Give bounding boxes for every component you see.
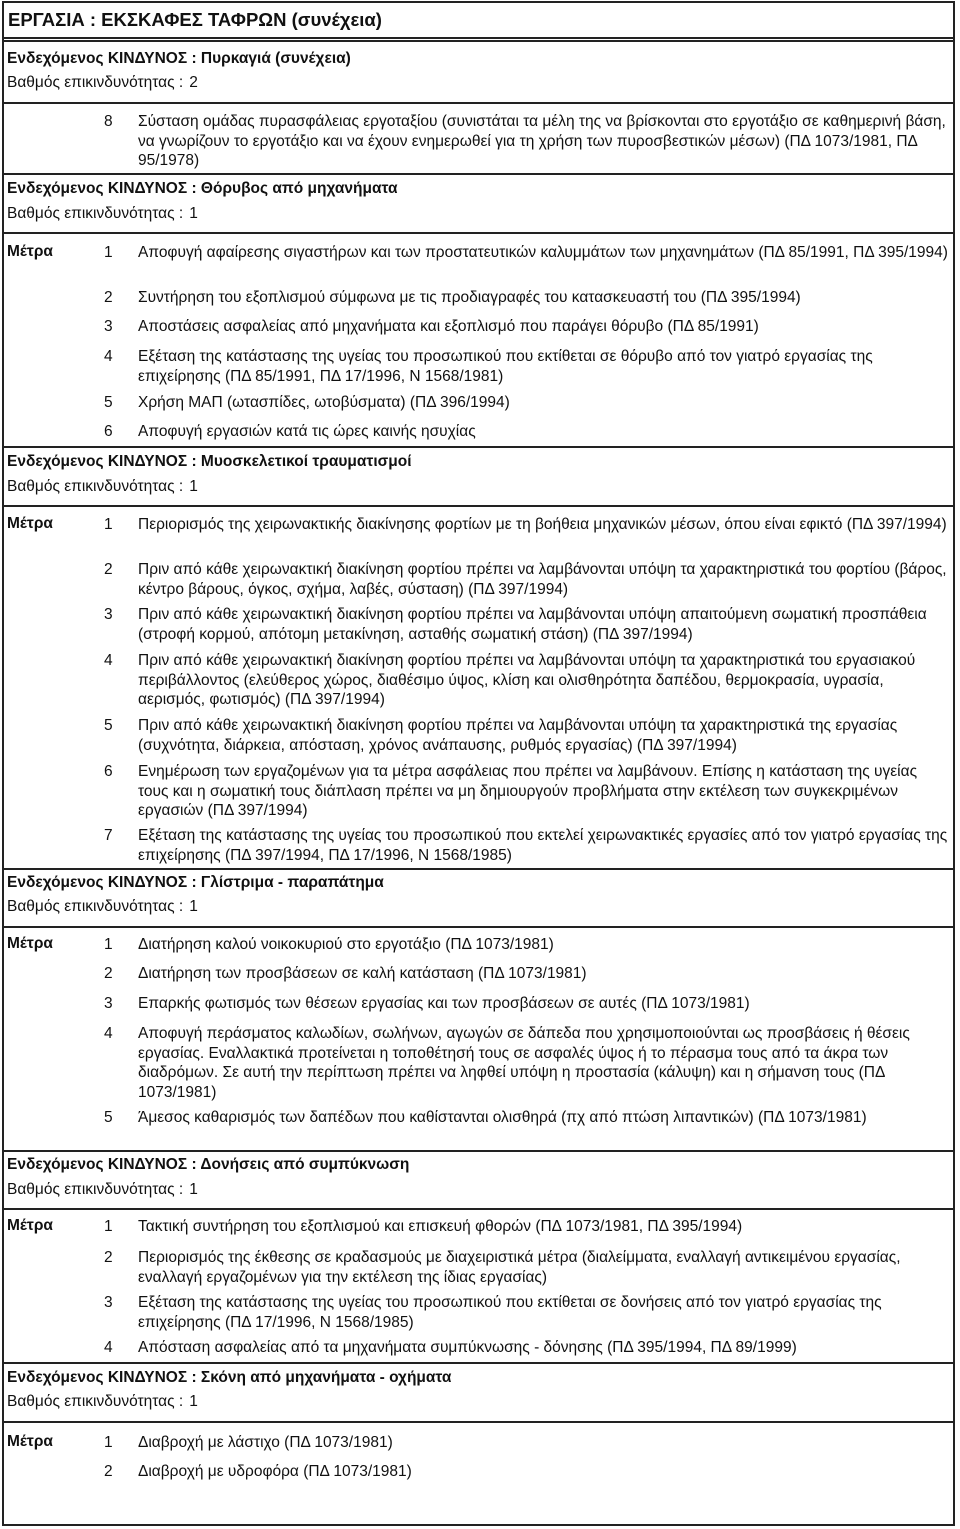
measure-text: Διαβροχή με υδροφόρα (ΠΔ 1073/1981) [138, 1463, 412, 1480]
severity-label: Βαθμός επικινδυνότητας : [7, 74, 184, 91]
section-divider [2, 1150, 955, 1152]
measures-label: Μέτρα [7, 1217, 53, 1234]
measure-text: Εξέταση της κατάστασης της υγείας του προσωπικού που εκτελεί χειρωνακτικές εργασίες από τον γιατρό εργασίας της επιχείρησης (ΠΔ 397/1994, ΠΔ 17/1996, Ν 1568/1985) [138, 827, 948, 864]
measure-number: 2 [104, 561, 113, 578]
section-divider [2, 232, 955, 234]
section-divider [2, 868, 955, 870]
measures-label: Μέτρα [7, 1433, 53, 1450]
measure-number: 2 [104, 965, 113, 982]
measure-text: Αποστάσεις ασφαλείας από μηχανήματα και εξοπλισμό που παράγει θόρυβο (ΠΔ 85/1991) [138, 318, 759, 335]
section-divider [2, 926, 955, 928]
measure-number: 2 [104, 1249, 113, 1266]
measure-number: 1 [104, 936, 113, 953]
measure-number: 3 [104, 1294, 113, 1311]
section-divider [2, 1362, 955, 1364]
severity-value: 1 [189, 478, 198, 495]
severity-row [7, 898, 198, 916]
severity-label: Βαθμός επικινδυνότητας : [7, 1393, 184, 1410]
measure-text: Περιορισμός της χειρωνακτικής διακίνησης φορτίων με τη βοήθεια μηχανικών μέσων, όπου είναι εφικτό (ΠΔ 397/1994) [138, 516, 947, 533]
section-divider [2, 1208, 955, 1210]
measure-text: Πριν από κάθε χειρωνακτική διακίνηση φορτίου πρέπει να λαμβάνονται υπόψη απαιτούμενη σωματική προσπάθεια (στροφή κορμού, απότομη μετακίνηση, ασταθής σωματική στάση) (ΠΔ 397/1994) [138, 606, 927, 643]
measure-number: 6 [104, 763, 113, 780]
measure-number: 4 [104, 652, 113, 669]
measure-number: 4 [104, 1339, 113, 1356]
measures-label: Μέτρα [7, 515, 53, 532]
measure-number: 5 [104, 394, 113, 411]
severity-value: 1 [189, 205, 198, 222]
hazard-title: Ενδεχόμενος ΚΙΝΔΥΝΟΣ : Θόρυβος από μηχανήματα [7, 180, 398, 197]
severity-row [7, 1393, 198, 1411]
section-divider [2, 1421, 955, 1423]
measures-label: Μέτρα [7, 243, 53, 260]
measure-text: Εξέταση της κατάστασης της υγείας του προσωπικού που εκτίθεται σε θόρυβο από τον γιατρό εργασίας της επιχείρησης (ΠΔ 85/1991, ΠΔ 17/1996, Ν 1568/1981) [138, 348, 873, 385]
severity-label: Βαθμός επικινδυνότητας : [7, 478, 184, 495]
severity-value: 1 [189, 898, 198, 915]
measure-text: Απόσταση ασφαλείας από τα μηχανήματα συμπύκνωσης - δόνησης (ΠΔ 395/1994, ΠΔ 89/1999) [138, 1339, 797, 1356]
measure-text: Συντήρηση του εξοπλισμού σύμφωνα με τις προδιαγραφές του κατασκευαστή του (ΠΔ 395/1994) [138, 289, 801, 306]
section-divider [2, 505, 955, 507]
measure-number: 6 [104, 423, 113, 440]
section-divider [2, 446, 955, 448]
severity-label: Βαθμός επικινδυνότητας : [7, 898, 184, 915]
measure-text: Διαβροχή με λάστιχο (ΠΔ 1073/1981) [138, 1434, 393, 1451]
measure-text: Περιορισμός της έκθεσης σε κραδασμούς με διαχειριστικά μέτρα (διαλείμματα, εναλλαγή αντικειμένου εργασίας, εναλλαγή εργαζομένων για την εκτέλεση της ίδιας εργασίας) [138, 1249, 901, 1286]
severity-value: 2 [189, 74, 198, 91]
measure-number: 3 [104, 606, 113, 623]
measure-number: 1 [104, 244, 113, 261]
measure-text: Εξέταση της κατάστασης της υγείας του προσωπικού που εκτίθεται σε δονήσεις από τον γιατρό εργασίας της επιχείρησης (ΠΔ 17/1996, Ν 1568/1985) [138, 1294, 882, 1331]
severity-row [7, 1181, 198, 1199]
measure-number: 1 [104, 1218, 113, 1235]
severity-row [7, 205, 198, 223]
measure-number: 7 [104, 827, 113, 844]
severity-value: 1 [189, 1393, 198, 1410]
measure-number: 2 [104, 289, 113, 306]
hazard-title: Ενδεχόμενος ΚΙΝΔΥΝΟΣ : Μυοσκελετικοί τραυματισμοί [7, 453, 412, 470]
measure-text: Αποφυγή εργασιών κατά τις ώρες καινής ησυχίας [138, 423, 476, 440]
section-divider [2, 173, 955, 175]
measure-text: Αποφυγή περάσματος καλωδίων, σωλήνων, αγωγών σε δάπεδα που χρησιμοποιούνται ως προσβάσεις ή θέσεις εργασίας. Εναλλακτικά προτείνεται η τοποθέτησή τους σε ασφαλές ύψος ή το πέρασμα τους από τα άκρα των διαδρόμων. Σε αυτή την περίπτωση πρέπει να ληφθεί υπόψη η προστασία (κάλυψη) και η σήμανση τους (ΠΔ 1073/1981) [138, 1025, 910, 1101]
measure-text: Τακτική συντήρηση του εξοπλισμού και επισκευή φθορών (ΠΔ 1073/1981, ΠΔ 395/1994) [138, 1218, 743, 1235]
measure-text: Χρήση ΜΑΠ (ωτασπίδες, ωτοβύσματα) (ΠΔ 396/1994) [138, 394, 510, 411]
measure-number: 1 [104, 516, 113, 533]
severity-value: 1 [189, 1181, 198, 1198]
severity-label: Βαθμός επικινδυνότητας : [7, 1181, 184, 1198]
measure-text: Διατήρηση καλού νοικοκυριού στο εργοτάξιο (ΠΔ 1073/1981) [138, 936, 554, 953]
hazard-title: Ενδεχόμενος ΚΙΝΔΥΝΟΣ : Σκόνη από μηχανήματα - οχήματα [7, 1369, 452, 1386]
measure-number: 2 [104, 1463, 113, 1480]
measure-text: Διατήρηση των προσβάσεων σε καλή κατάσταση (ΠΔ 1073/1981) [138, 965, 587, 982]
hazard-title: Ενδεχόμενος ΚΙΝΔΥΝΟΣ : Πυρκαγιά (συνέχεια) [7, 50, 351, 67]
measures-label: Μέτρα [7, 935, 53, 952]
measure-text: Ενημέρωση των εργαζομένων για τα μέτρα ασφάλειας που πρέπει να λαμβάνουν. Επίσης η κατάσταση της υγείας τους και η σωματική τους διάπλαση πρέπει να μη δημιουργούν προβλήματα στην εκτέλεση των συγκεκριμένων εργασιών (ΠΔ 397/1994) [138, 763, 918, 819]
section-divider [2, 102, 955, 104]
measure-number: 3 [104, 995, 113, 1012]
measure-number: 4 [104, 348, 113, 365]
hazard-title: Ενδεχόμενος ΚΙΝΔΥΝΟΣ : Δονήσεις από συμπύκνωση [7, 1156, 410, 1173]
measure-number: 5 [104, 717, 113, 734]
measure-text: Πριν από κάθε χειρωνακτική διακίνηση φορτίου πρέπει να λαμβάνονται υπόψη τα χαρακτηριστικά του εργασιακού περιβάλλοντος (ελεύθερος χώρος, διαθέσιμο ύψος, κλίση και ολισθηρότητα δαπέδου, θερμοκρασία, υγρασία, αερισμός, φωτισμός) (ΠΔ 397/1994) [138, 652, 916, 708]
measure-number: 1 [104, 1434, 113, 1451]
measure-text: Επαρκής φωτισμός των θέσεων εργασίας και των προσβάσεων σε αυτές (ΠΔ 1073/1981) [138, 995, 750, 1012]
measure-number: 5 [104, 1109, 113, 1126]
page-title: ΕΡΓΑΣΙΑ : ΕΚΣΚΑΦΕΣ ΤΑΦΡΩΝ (συνέχεια) [2, 1, 955, 39]
measure-text: Αποφυγή αφαίρεσης σιγαστήρων και των προστατευτικών καλυμμάτων των μηχανημάτων (ΠΔ 85/1991, ΠΔ 395/1994) [138, 244, 948, 261]
severity-row [7, 478, 198, 496]
measure-number: 4 [104, 1025, 113, 1042]
measure-text: Άμεσος καθαρισμός των δαπέδων που καθίστανται ολισθηρά (πχ από πτώση λιπαντικών) (ΠΔ 1073/1981) [138, 1109, 867, 1126]
hazard-title: Ενδεχόμενος ΚΙΝΔΥΝΟΣ : Γλίστριμα - παραπάτημα [7, 874, 384, 891]
measure-number: 8 [104, 113, 113, 130]
measure-text: Σύσταση ομάδας πυρασφάλειας εργοταξίου (συνιστάται τα μέλη της να βρίσκονται στο εργοτάξιο σε καθημερινή βάση, να γνωρίζουν το εργοτάξιο και να έχουν ενημερωθεί για τη χρήση των πυροσβεστικών μέσων) (ΠΔ 1073/1981, ΠΔ 95/1978) [138, 113, 946, 169]
severity-label: Βαθμός επικινδυνότητας : [7, 205, 184, 222]
section-divider [2, 40, 955, 42]
measure-text: Πριν από κάθε χειρωνακτική διακίνηση φορτίου πρέπει να λαμβάνονται υπόψη τα χαρακτηριστικά της εργασίας (συχνότητα, διάρκεια, απόσταση, χρόνος ανάπαυσης, ρυθμός εργασίας) (ΠΔ 397/1994) [138, 717, 898, 754]
severity-row [7, 74, 198, 92]
measure-number: 3 [104, 318, 113, 335]
measure-text: Πριν από κάθε χειρωνακτική διακίνηση φορτίου πρέπει να λαμβάνονται υπόψη τα χαρακτηριστικά του φορτίου (βάρος, κέντρο βάρους, όγκος, σχήμα, λαβές, σύσταση) (ΠΔ 397/1994) [138, 561, 947, 598]
